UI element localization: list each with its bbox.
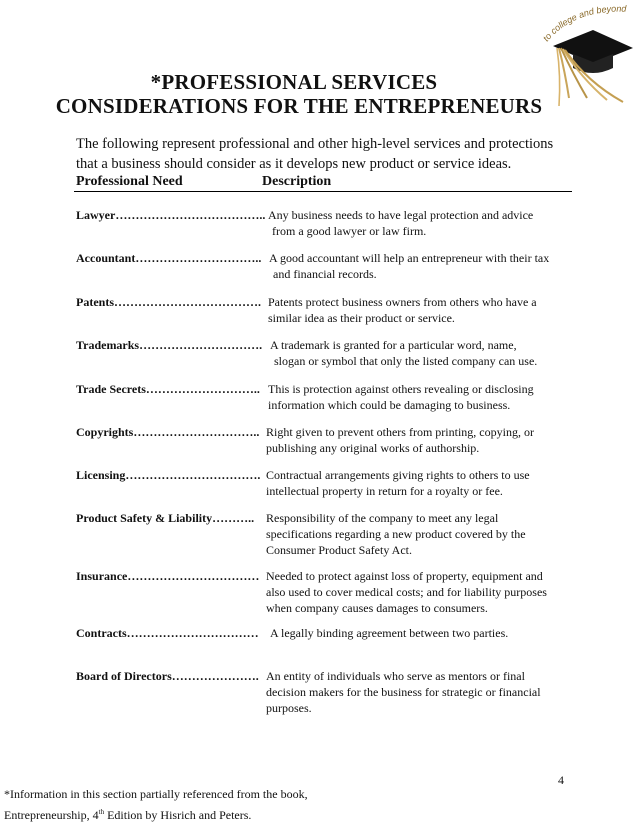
service-row: [76, 568, 576, 615]
leader-dots: ………………………………..: [115, 208, 266, 222]
description-line-2: intellectual property in return for a royalty or fee.: [266, 484, 503, 498]
leader-dots: ………………….: [171, 669, 259, 683]
leader-dots: …………………………….: [125, 468, 261, 482]
service-description: [270, 337, 537, 369]
service-term: Contracts: [76, 626, 127, 640]
column-header-description: Description: [262, 174, 332, 189]
service-row: [76, 625, 576, 641]
service-description: [268, 294, 537, 326]
service-description: [266, 510, 526, 558]
service-description: [266, 467, 530, 499]
footnote-line-1: *Information in this section partially referenced from the book,: [4, 787, 308, 801]
service-term: Trade Secrets: [76, 382, 146, 396]
leader-dots: ……………………………: [126, 626, 259, 640]
leader-dots: ………………………..: [145, 382, 260, 396]
column-header-row: [74, 174, 572, 192]
description-line-1: A trademark is granted for a particular word, name,: [270, 338, 517, 352]
description-line-1: Responsibility of the company to meet any legal: [266, 511, 499, 525]
service-description: [266, 424, 534, 456]
logo-text: to college and beyond: [540, 3, 627, 44]
leader-dots: ………..: [212, 511, 255, 525]
service-row: [76, 381, 576, 412]
column-header-need: Professional Need: [76, 174, 183, 189]
leader-dots: …………………………..: [133, 425, 260, 439]
service-description: [266, 568, 547, 616]
service-row: [76, 337, 576, 368]
service-term: Lawyer: [76, 208, 116, 222]
description-line-1: Right given to prevent others from printing, copying, or: [266, 425, 534, 439]
footnote-line-2b: Edition by Hisrich and Peters.: [104, 808, 252, 822]
description-line-2: from a good lawyer or law firm.: [272, 224, 427, 238]
service-term: Copyrights: [76, 425, 134, 439]
service-description: [270, 625, 508, 641]
description-line-2: information which could be damaging to business.: [268, 398, 511, 412]
leader-dots: ……………………………….: [114, 295, 261, 309]
service-term: Trademarks: [76, 338, 140, 352]
description-line-2: similar idea as their product or service.: [268, 311, 455, 325]
description-line-2: and financial records.: [273, 267, 377, 281]
service-row: [76, 510, 576, 557]
service-row: [76, 467, 576, 498]
description-line-1: Contractual arrangements giving rights to others to use: [266, 468, 530, 482]
page-title-line-1: *PROFESSIONAL SERVICES: [150, 70, 438, 94]
service-description: [266, 668, 541, 716]
service-row: [76, 294, 576, 325]
description-line-2: specifications regarding a new product covered by the: [266, 527, 526, 541]
service-row: [76, 207, 576, 238]
description-line-1: A legally binding agreement between two parties.: [270, 626, 509, 640]
description-line-2: also used to cover medical costs; and for liability purposes: [266, 585, 547, 599]
intro-line-1: The following represent professional and other high-level services and protections: [76, 136, 554, 152]
description-line-1: Any business needs to have legal protection and advice: [268, 208, 534, 222]
footnote: [4, 785, 308, 824]
service-term: Insurance: [76, 569, 128, 583]
page-title-line-2: CONSIDERATIONS FOR THE ENTREPRENEURS: [55, 94, 543, 118]
description-line-1: This is protection against others revealing or disclosing: [268, 382, 534, 396]
service-description: [268, 207, 533, 239]
intro-line-2: that a business should consider as it develops new product or service ideas.: [76, 156, 512, 172]
leader-dots: …………………………..: [135, 251, 262, 265]
leader-dots: ……………………………: [127, 569, 260, 583]
service-row: [76, 250, 576, 281]
service-term: Patents: [76, 295, 114, 309]
leader-dots: ………………………….: [139, 338, 263, 352]
intro-paragraph: [76, 134, 576, 174]
service-term: Product Safety & Liability: [76, 511, 213, 525]
description-line-1: Patents protect business owners from others who have a: [268, 295, 537, 309]
description-line-2: slogan or symbol that only the listed company can use.: [274, 354, 538, 368]
service-description: [268, 381, 534, 413]
service-term: Board of Directors: [76, 669, 172, 683]
description-line-2: publishing any original works of authorship.: [266, 441, 480, 455]
description-line-3: when company causes damages to consumers.: [266, 601, 488, 615]
footnote-superscript: th: [98, 808, 105, 816]
description-line-1: A good accountant will help an entrepreneur with their tax: [269, 251, 550, 265]
service-term: Licensing: [76, 468, 126, 482]
description-line-2: decision makers for the business for strategic or financial: [266, 685, 541, 699]
service-term: Accountant: [76, 251, 136, 265]
footnote-line-2a: Entrepreneurship, 4: [4, 808, 99, 822]
service-description: [269, 250, 549, 282]
description-line-3: Consumer Product Safety Act.: [266, 543, 412, 557]
service-row: [76, 424, 576, 455]
description-line-3: purposes.: [266, 701, 312, 715]
service-row: [76, 668, 576, 715]
description-line-1: Needed to protect against loss of property, equipment and: [266, 569, 543, 583]
page-number: 4: [558, 773, 564, 787]
description-line-1: An entity of individuals who serve as mentors or final: [266, 669, 525, 683]
